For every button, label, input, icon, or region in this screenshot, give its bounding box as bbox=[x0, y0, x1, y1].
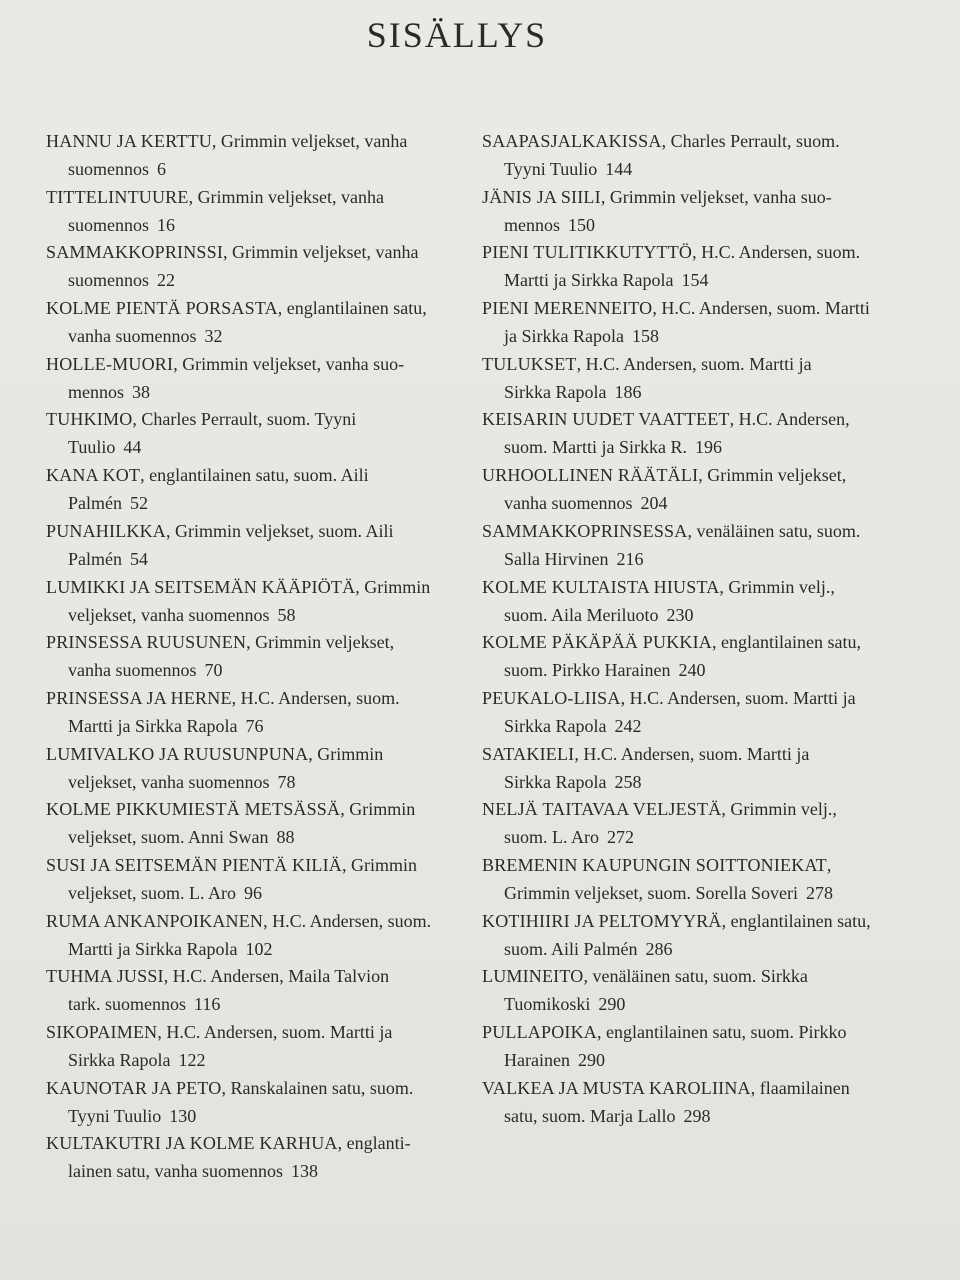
toc-entry-line1 bbox=[482, 851, 897, 879]
toc-entry-page-number: 298 bbox=[683, 1105, 711, 1126]
toc-entry-source: Sirkka Rapola bbox=[504, 381, 607, 402]
toc-entry-details: , Grimmin veljekset, vanha suo- bbox=[173, 353, 405, 374]
toc-entry-line2 bbox=[46, 768, 461, 796]
toc-entry-details: , H.C. Andersen, suom. Martti ja bbox=[620, 687, 856, 708]
toc-entry-line2 bbox=[46, 1157, 461, 1185]
toc-entry bbox=[46, 350, 461, 406]
toc-entry-details: , Grimmin bbox=[355, 576, 431, 597]
toc-entry-line2 bbox=[46, 266, 461, 294]
toc-entry-title: SAMMAKKOPRINSESSA bbox=[482, 520, 688, 541]
toc-entry-title: PEUKALO-LIISA bbox=[482, 687, 621, 708]
toc-entry-source: Sirkka Rapola bbox=[504, 771, 607, 792]
page-title: SISÄLLYS bbox=[366, 15, 548, 55]
toc-entry-source: lainen satu, vanha suomennos bbox=[68, 1161, 283, 1182]
toc-entry-details: , Grimmin velj., bbox=[719, 576, 835, 597]
toc-entry-title: HOLLE-MUORI bbox=[46, 353, 174, 374]
toc-entry-page-number: 286 bbox=[645, 938, 673, 959]
toc-entry-source: vanha suomennos bbox=[68, 660, 197, 681]
toc-entry-line1 bbox=[46, 740, 461, 768]
toc-entry bbox=[482, 350, 897, 406]
toc-entry-details: , Grimmin bbox=[342, 854, 418, 875]
toc-entry bbox=[46, 1129, 461, 1185]
toc-entry-line1 bbox=[46, 628, 461, 656]
toc-entry-page-number: 240 bbox=[678, 660, 706, 681]
toc-entry-line2 bbox=[482, 211, 897, 239]
toc-entry-source: suom. Pirkko Harainen bbox=[504, 660, 671, 681]
toc-entry-line2 bbox=[482, 155, 897, 183]
toc-entry-source: Martti ja Sirkka Rapola bbox=[68, 715, 238, 736]
toc-entry bbox=[46, 294, 461, 350]
toc-entry-line1 bbox=[482, 461, 897, 489]
toc-entry-line2 bbox=[482, 266, 897, 294]
toc-entry-details: , Grimmin veljekset, vanha suo- bbox=[600, 186, 832, 207]
toc-entry-line1 bbox=[46, 684, 461, 712]
toc-entry-source: suom. L. Aro bbox=[504, 827, 600, 848]
toc-entry-title: SAMMAKKOPRINSSI bbox=[46, 242, 224, 263]
toc-entry-page-number: 258 bbox=[614, 771, 642, 792]
toc-entry-source: veljekset, vanha suomennos bbox=[68, 771, 270, 792]
toc-entry-page-number: 138 bbox=[290, 1161, 318, 1182]
toc-entry bbox=[482, 127, 897, 183]
toc-entry bbox=[482, 183, 897, 239]
toc-entry bbox=[46, 183, 461, 239]
toc-entry-source: Tuulio bbox=[68, 437, 116, 458]
toc-entry bbox=[46, 517, 461, 573]
toc-entry-details: , englantilainen satu, suom. Aili bbox=[140, 465, 369, 486]
toc-entry-details: , englantilainen satu, bbox=[721, 910, 871, 931]
toc-entry-line2 bbox=[482, 990, 897, 1018]
toc-entry-line2 bbox=[482, 823, 897, 851]
toc-entry-line1 bbox=[482, 684, 897, 712]
toc-entry-line1 bbox=[482, 350, 897, 378]
toc-entry bbox=[482, 238, 897, 294]
toc-entry-line1 bbox=[482, 962, 897, 990]
toc-entry-title: RUMA ANKANPOIKANEN bbox=[46, 910, 264, 931]
toc-entry bbox=[482, 517, 897, 573]
toc-entry bbox=[46, 628, 461, 684]
toc-entry bbox=[46, 127, 461, 183]
toc-entry-details: , H.C. Andersen, suom. Martti ja bbox=[157, 1022, 393, 1042]
toc-entry-title: VALKEA JA MUSTA KAROLIINA bbox=[482, 1077, 751, 1098]
toc-entry-title: PIENI MERENNEITO bbox=[482, 298, 653, 319]
toc-entry-line2 bbox=[482, 378, 897, 406]
toc-entry-line1 bbox=[46, 461, 461, 489]
toc-entry-details: , Grimmin veljekset, vanha bbox=[223, 242, 419, 263]
toc-entry-page-number: 32 bbox=[204, 326, 223, 347]
toc-entry-line1 bbox=[46, 350, 461, 378]
toc-entry-page-number: 58 bbox=[277, 604, 296, 625]
toc-entry-details: , H.C. Andersen, suom. bbox=[231, 687, 400, 708]
toc-entry bbox=[46, 1074, 461, 1130]
toc-entry-title: LUMIKKI JA SEITSEMÄN KÄÄPIÖTÄ bbox=[46, 576, 356, 597]
toc-entry-line2 bbox=[46, 656, 461, 684]
toc-entry-title: KOLME KULTAISTA HIUSTA bbox=[482, 576, 720, 597]
toc-entry-source: mennos bbox=[504, 214, 560, 235]
toc-entry-page-number: 150 bbox=[568, 214, 595, 235]
toc-entry-line1 bbox=[482, 795, 897, 823]
toc-entry-page-number: 52 bbox=[130, 493, 148, 514]
toc-entry-page-number: 96 bbox=[243, 882, 262, 903]
toc-entry-line2 bbox=[46, 545, 461, 573]
toc-entry-line2 bbox=[482, 712, 897, 740]
toc-entry bbox=[46, 962, 461, 1018]
toc-entry-details: , Charles Perrault, suom. bbox=[661, 131, 840, 151]
toc-entry-details: , H.C. Andersen, bbox=[729, 409, 850, 430]
toc-entry-line1 bbox=[46, 294, 461, 322]
toc-entry bbox=[482, 851, 897, 907]
toc-entry-details: , H.C. Andersen, suom. Martti bbox=[652, 298, 870, 319]
toc-left-column bbox=[46, 127, 461, 1185]
toc-entry-source: mennos bbox=[68, 381, 124, 402]
toc-entry-page-number: 242 bbox=[614, 715, 642, 736]
toc-entry-line2 bbox=[482, 768, 897, 796]
toc-entry bbox=[46, 795, 461, 851]
toc-entry-source: suomennos bbox=[68, 270, 149, 291]
toc-entry-page-number: 196 bbox=[695, 437, 722, 458]
toc-entry-details: , venäläinen satu, suom. Sirkka bbox=[583, 966, 808, 987]
toc-entry-line1 bbox=[46, 573, 461, 601]
toc-entry-details: , englantilainen satu, bbox=[277, 298, 427, 319]
toc-entry-line2 bbox=[46, 378, 461, 406]
toc-entry bbox=[482, 1018, 897, 1074]
toc-entry-page-number: 230 bbox=[666, 604, 694, 625]
toc-entry-details: , venäläinen satu, suom. bbox=[687, 520, 861, 541]
toc-entry bbox=[482, 405, 897, 461]
toc-entry-page-number: 144 bbox=[605, 159, 633, 179]
toc-entry-line1 bbox=[482, 294, 897, 322]
toc-entry bbox=[46, 405, 461, 461]
toc-entry-page-number: 116 bbox=[193, 994, 221, 1015]
toc-entry-line1 bbox=[482, 405, 897, 433]
toc-entry-details: , Grimmin veljekset, suom. Aili bbox=[166, 520, 394, 541]
toc-entry-source: veljekset, vanha suomennos bbox=[68, 604, 270, 625]
toc-entry-details: , flaamilainen bbox=[750, 1077, 850, 1098]
toc-entry-details: , Grimmin veljekset, vanha bbox=[211, 131, 408, 151]
toc-entry-details: , Grimmin bbox=[308, 743, 384, 764]
toc-entry-source: Salla Hirvinen bbox=[504, 548, 609, 569]
toc-entry-line2 bbox=[482, 656, 897, 684]
toc-entry-details: , H.C. Andersen, suom. bbox=[692, 242, 861, 263]
toc-entry bbox=[482, 740, 897, 796]
toc-entry-source: suom. Aili Palmén bbox=[504, 938, 638, 959]
toc-entry-line1 bbox=[46, 851, 461, 879]
toc-entry-line2 bbox=[482, 545, 897, 573]
toc-entry-line1 bbox=[482, 907, 897, 935]
toc-entry-source: Grimmin veljekset, suom. Sorella Soveri bbox=[504, 882, 798, 903]
toc-entry-source: satu, suom. Marja Lallo bbox=[504, 1105, 676, 1126]
toc-entry-line2 bbox=[46, 601, 461, 629]
toc-entry-line2 bbox=[46, 935, 461, 963]
toc-entry-title: HANNU JA KERTTU bbox=[46, 131, 212, 151]
toc-entry-title: KEISARIN UUDET VAATTEET bbox=[482, 409, 730, 430]
toc-right-column bbox=[482, 127, 897, 1129]
toc-entry bbox=[482, 461, 897, 517]
toc-entry-page-number: 216 bbox=[616, 548, 644, 569]
toc-entry-details: , H.C. Andersen, suom. Martti ja bbox=[574, 743, 810, 764]
toc-entry-line1 bbox=[46, 962, 461, 990]
toc-entry-page-number: 102 bbox=[245, 938, 273, 959]
toc-entry-line1 bbox=[482, 1018, 897, 1046]
toc-entry-line1 bbox=[46, 907, 461, 935]
toc-entry-details: , englantilainen satu, bbox=[712, 632, 861, 653]
toc-entry bbox=[46, 461, 461, 517]
toc-entry-line2 bbox=[482, 1102, 897, 1130]
toc-entry-source: Sirkka Rapola bbox=[504, 715, 607, 736]
toc-entry-page-number: 290 bbox=[598, 994, 626, 1015]
toc-entry-title: PRINSESSA RUUSUNEN bbox=[46, 632, 247, 653]
toc-entry bbox=[46, 851, 461, 907]
toc-entry-title: SUSI JA SEITSEMÄN PIENTÄ KILIÄ bbox=[46, 854, 343, 875]
toc-entry-page-number: 22 bbox=[157, 270, 175, 291]
toc-entry-title: SATAKIELI bbox=[482, 743, 575, 764]
toc-entry-title: KAUNOTAR JA PETO bbox=[46, 1077, 222, 1098]
toc-entry-page-number: 38 bbox=[132, 381, 150, 402]
toc-entry-line2 bbox=[482, 489, 897, 517]
toc-entry-title: PIENI TULITIKKUTYTTÖ bbox=[482, 242, 693, 263]
toc-entry-title: JÄNIS JA SIILI bbox=[482, 186, 601, 207]
toc-entry-page-number: 78 bbox=[277, 771, 296, 792]
toc-entry-page-number: 290 bbox=[577, 1050, 605, 1070]
toc-entry-line2 bbox=[46, 823, 461, 851]
toc-entry-line2 bbox=[482, 601, 897, 629]
toc-entry-title: TULUKSET bbox=[482, 353, 577, 374]
toc-entry-page-number: 54 bbox=[130, 548, 148, 569]
toc-entry bbox=[482, 1074, 897, 1130]
toc-entry-title: KOLME PIENTÄ PORSASTA bbox=[46, 298, 278, 319]
toc-entry-line2 bbox=[46, 155, 461, 183]
toc-entry-details: , Grimmin veljekset, vanha bbox=[188, 186, 385, 207]
toc-entry-title: SIKOPAIMEN bbox=[46, 1022, 158, 1042]
toc-entry-title: KOLME PÄKÄPÄÄ PUKKIA bbox=[482, 632, 713, 653]
toc-entry-title: PUNAHILKKA bbox=[46, 520, 166, 541]
toc-entry-line2 bbox=[46, 1046, 461, 1074]
toc-entry-line1 bbox=[482, 183, 897, 211]
toc-entry-title: SAAPASJALKAKISSA bbox=[482, 131, 662, 151]
toc-entry-details: , Charles Perrault, suom. Tyyni bbox=[132, 409, 357, 430]
toc-entry-line2 bbox=[482, 879, 897, 907]
toc-entry-source: suomennos bbox=[68, 159, 149, 179]
toc-entry-line1 bbox=[46, 405, 461, 433]
toc-entry-source: tark. suomennos bbox=[68, 994, 186, 1015]
toc-entry-details: , Ranskalainen satu, suom. bbox=[221, 1077, 414, 1098]
toc-entry-source: ja Sirkka Rapola bbox=[504, 326, 624, 347]
toc-entry-page-number: 278 bbox=[805, 882, 833, 903]
toc-entry-line1 bbox=[482, 573, 897, 601]
toc-entry-page-number: 6 bbox=[157, 159, 166, 179]
toc-entry-page-number: 16 bbox=[157, 214, 175, 235]
toc-entry-source: vanha suomennos bbox=[504, 493, 633, 514]
toc-entry-details: , bbox=[826, 854, 832, 875]
toc-entry-title: TUHKIMO bbox=[46, 409, 133, 430]
toc-entry-source: Palmén bbox=[68, 548, 122, 569]
toc-entry-line1 bbox=[46, 238, 461, 266]
toc-entry-source: Tuomikoski bbox=[504, 994, 591, 1015]
toc-entry bbox=[46, 573, 461, 629]
toc-entry bbox=[46, 1018, 461, 1074]
toc-entry-title: PRINSESSA JA HERNE bbox=[46, 687, 232, 708]
toc-entry-line1 bbox=[46, 1129, 461, 1157]
toc-entry-page-number: 76 bbox=[245, 715, 264, 736]
toc-entry-line1 bbox=[46, 1074, 461, 1102]
toc-entry-line1 bbox=[482, 127, 897, 155]
toc-entry bbox=[482, 962, 897, 1018]
toc-entry-source: Harainen bbox=[504, 1050, 570, 1070]
toc-entry-title: TUHMA JUSSI bbox=[46, 966, 164, 987]
toc-entry-page-number: 44 bbox=[123, 437, 142, 458]
toc-entry-details: , englanti- bbox=[337, 1133, 411, 1154]
toc-entry bbox=[482, 907, 897, 963]
toc-entry-details: , Grimmin bbox=[340, 799, 416, 820]
toc-entry bbox=[482, 628, 897, 684]
toc-entry-line1 bbox=[46, 183, 461, 211]
toc-entry-line2 bbox=[46, 1102, 461, 1130]
toc-entry-line1 bbox=[46, 1018, 461, 1046]
toc-entry bbox=[46, 684, 461, 740]
toc-entry-source: veljekset, suom. L. Aro bbox=[68, 882, 236, 903]
toc-entry-title: NELJÄ TAITAVAA VELJESTÄ bbox=[482, 799, 722, 820]
toc-entry-line1 bbox=[482, 628, 897, 656]
toc-entry-page-number: 70 bbox=[204, 660, 223, 681]
toc-entry-title: KOLME PIKKUMIESTÄ METSÄSSÄ bbox=[46, 799, 341, 820]
toc-entry-page-number: 186 bbox=[614, 381, 642, 402]
toc-entry-source: suom. Martti ja Sirkka R. bbox=[504, 437, 687, 458]
toc-entry-source: Palmén bbox=[68, 493, 122, 514]
toc-entry-title: LUMINEITO bbox=[482, 966, 584, 987]
toc-entry-line2 bbox=[46, 990, 461, 1018]
toc-entry-title: KULTAKUTRI JA KOLME KARHUA bbox=[46, 1133, 338, 1154]
toc-entry-line1 bbox=[482, 1074, 897, 1102]
toc-entry-title: LUMIVALKO JA RUUSUNPUNA bbox=[46, 743, 309, 764]
toc-entry-details: , englantilainen satu, suom. Pirkko bbox=[597, 1022, 847, 1042]
toc-entry-line1 bbox=[46, 795, 461, 823]
toc-entry-line2 bbox=[482, 433, 897, 461]
toc-entry-source: suomennos bbox=[68, 214, 149, 235]
toc-entry bbox=[482, 684, 897, 740]
toc-entry-details: , H.C. Andersen, suom. bbox=[263, 910, 432, 931]
toc-entry-title: TITTELINTUURE bbox=[46, 186, 189, 207]
toc-entry bbox=[482, 294, 897, 350]
toc-entry-page-number: 272 bbox=[607, 827, 635, 848]
toc-entry-details: , Grimmin veljekset, bbox=[698, 465, 847, 486]
toc-entry-line1 bbox=[482, 238, 897, 266]
toc-entry-page-number: 130 bbox=[169, 1105, 197, 1126]
toc-entry-title: BREMENIN KAUPUNGIN SOITTONIEKAT bbox=[482, 854, 827, 875]
toc-entry-line1 bbox=[46, 517, 461, 545]
toc-entry-source: Sirkka Rapola bbox=[68, 1050, 171, 1070]
toc-entry-line1 bbox=[46, 127, 461, 155]
toc-entry-page-number: 122 bbox=[178, 1050, 206, 1070]
toc-entry-line2 bbox=[46, 879, 461, 907]
toc-entry-page-number: 204 bbox=[640, 493, 668, 514]
toc-entry-line2 bbox=[46, 322, 461, 350]
toc-entry-details: , H.C. Andersen, suom. Martti ja bbox=[576, 353, 812, 374]
toc-entry-line1 bbox=[482, 517, 897, 545]
toc-entry-details: , H.C. Andersen, Maila Talvion bbox=[163, 966, 390, 987]
toc-entry bbox=[46, 238, 461, 294]
toc-entry-page-number: 88 bbox=[276, 827, 295, 848]
toc-entry-line2 bbox=[46, 489, 461, 517]
toc-entry bbox=[482, 795, 897, 851]
toc-entry bbox=[482, 573, 897, 629]
toc-entry-source: vanha suomennos bbox=[68, 326, 197, 347]
toc-entry bbox=[46, 740, 461, 796]
toc-entry-source: Martti ja Sirkka Rapola bbox=[504, 270, 674, 291]
toc-entry-line2 bbox=[46, 433, 461, 461]
toc-entry-line2 bbox=[482, 1046, 897, 1074]
toc-entry-source: Tyyni Tuulio bbox=[504, 159, 598, 179]
toc-entry-title: PULLAPOIKA bbox=[482, 1022, 598, 1042]
toc-entry-source: veljekset, suom. Anni Swan bbox=[68, 827, 269, 848]
toc-entry-line2 bbox=[482, 322, 897, 350]
toc-entry-source: Martti ja Sirkka Rapola bbox=[68, 938, 238, 959]
toc-entry-title: URHOOLLINEN RÄÄTÄLI bbox=[482, 465, 699, 486]
toc-entry-line1 bbox=[482, 740, 897, 768]
toc-entry-details: , Grimmin velj., bbox=[721, 799, 837, 820]
toc-entry-details: , Grimmin veljekset, bbox=[246, 632, 395, 653]
toc-entry bbox=[46, 907, 461, 963]
toc-entry-title: KOTIHIIRI JA PELTOMYYRÄ bbox=[482, 910, 722, 931]
toc-entry-page-number: 154 bbox=[681, 270, 709, 291]
toc-entry-source: Tyyni Tuulio bbox=[68, 1105, 162, 1126]
toc-entry-source: suom. Aila Meriluoto bbox=[504, 604, 659, 625]
toc-entry-page-number: 158 bbox=[631, 326, 659, 347]
toc-entry-line2 bbox=[46, 712, 461, 740]
toc-entry-title: KANA KOT bbox=[46, 465, 141, 486]
toc-entry-line2 bbox=[46, 211, 461, 239]
toc-entry-line2 bbox=[482, 935, 897, 963]
